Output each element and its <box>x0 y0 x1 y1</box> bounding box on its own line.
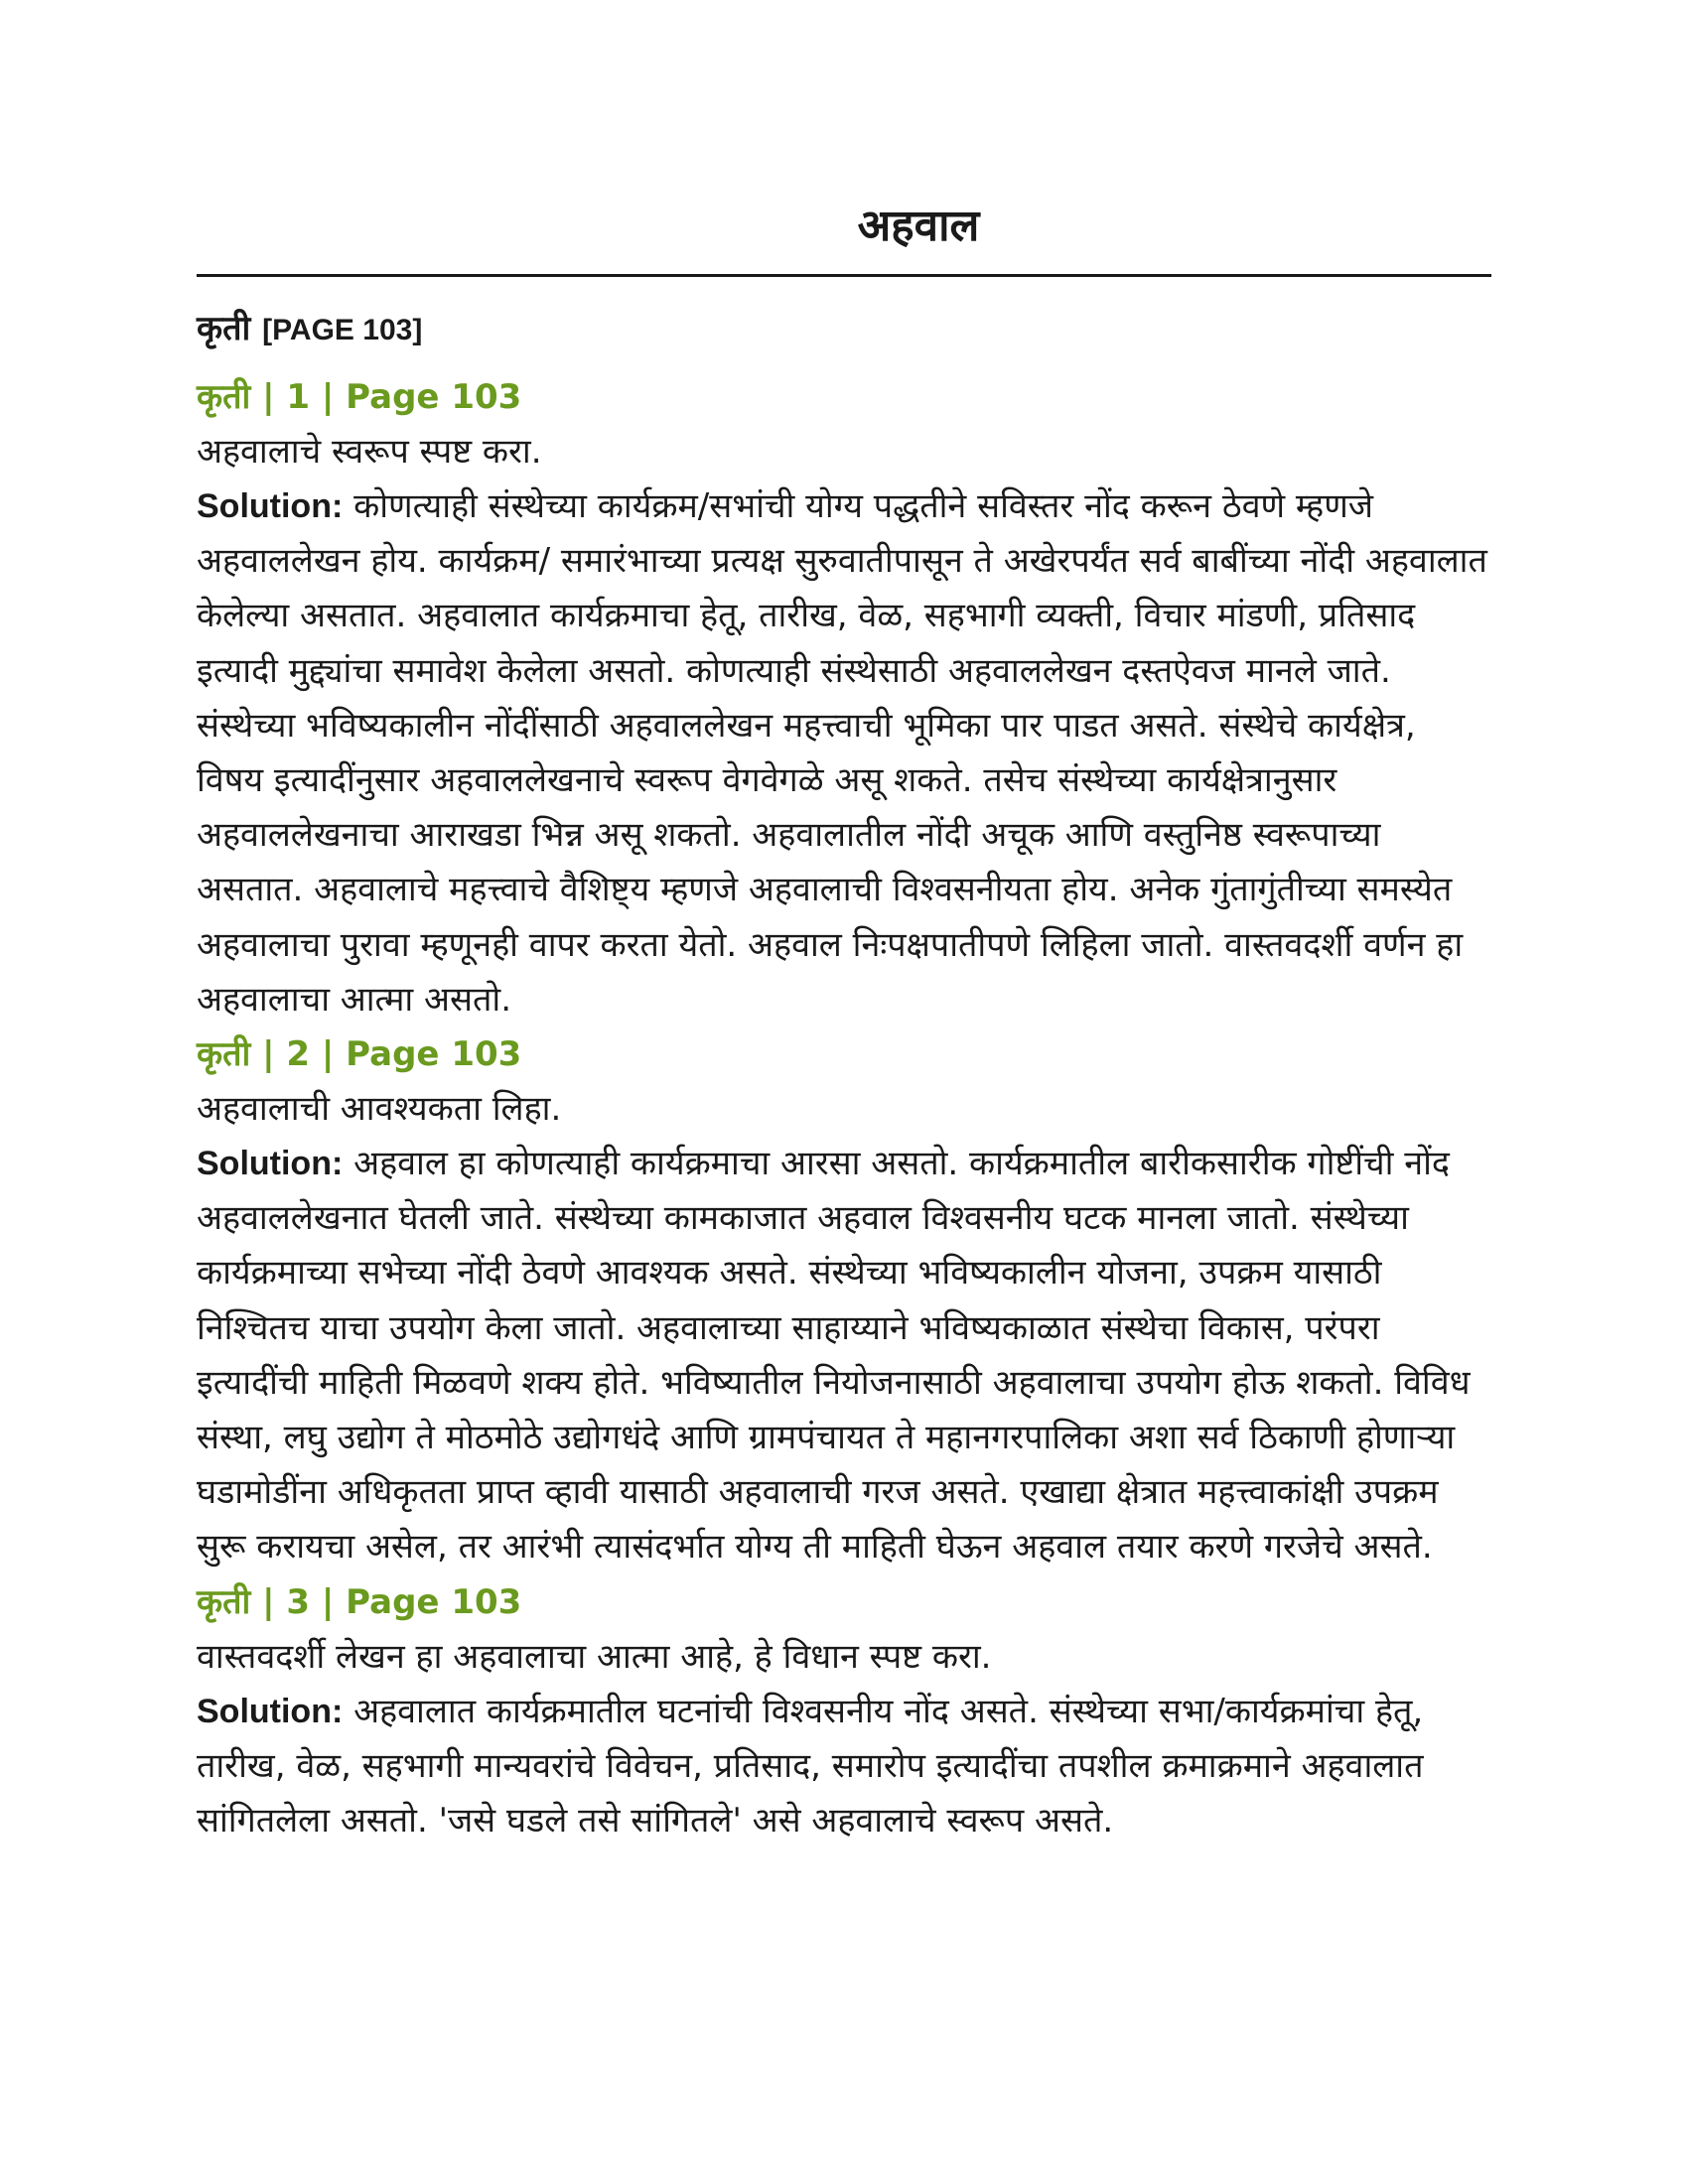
solution-text: अहवाल हा कोणत्याही कार्यक्रमाचा आरसा असतो. कार्यक्रमातील बारीकसारीक गोष्टींची नोंद अहवाललेखनात घेतली जाते. संस्थेच्या कामकाजात अहवाल विश्वसनीय घटक मानला जातो. संस्थेच्या कार्यक्रमाच्या सभेच्या नोंदी ठेवणे आवश्यक असते. संस्थेच्या भविष्यकालीन योजना, उपक्रम यासाठी निश्चितच याचा उपयोग केला जातो. अहवालाच्या साहाय्याने भविष्यकाळात संस्थेचा विकास, परंपरा इत्यादींची माहिती मिळवणे शक्य होते. भविष्यातील नियोजनासाठी अहवालाचा उपयोग होऊ शकतो. विविध संस्था, लघु उद्योग ते मोठमोठे उद्योगधंदे आणि ग्रामपंचायत ते महानगरपालिका अशा सर्व ठिकाणी होणाऱ्या घडामोडींना अधिकृतता प्राप्त व्हावी यासाठी अहवालाची गरज असते. एखाद्या क्षेत्रात महत्त्वाकांक्षी उपक्रम सुरू करायचा असेल, तर आरंभी त्यासंदर्भात योग्य ती माहिती घेऊन अहवाल तयार करणे गरजेचे असते. <box>197 1144 1471 1568</box>
document-title: अहवाल <box>857 201 980 251</box>
solution-label: Solution: <box>197 487 344 525</box>
solution-paragraph <box>197 1137 1491 1575</box>
solution-paragraph <box>197 1685 1491 1849</box>
solution-label: Solution: <box>197 1145 344 1183</box>
question-text: वास्तवदर्शी लेखन हा अहवालाचा आत्मा आहे, हे विधान स्पष्ट करा. <box>197 1636 992 1677</box>
question-heading: कृती | 1 | Page 103 <box>197 377 522 417</box>
solution-paragraph <box>197 479 1491 1027</box>
question-text: अहवालाची आवश्यकता लिहा. <box>197 1089 562 1130</box>
solution-text: अहवालात कार्यक्रमातील घटनांची विश्वसनीय नोंद असते. संस्थेच्या सभा/कार्यक्रमांचा हेतू, तारीख, वेळ, सहभागी मान्यवरांचे विवेचन, प्रतिसाद, समारोप इत्यादींचा तपशील क्रमाक्रमाने अहवालात सांगितलेला असतो. 'जसे घडले तसे सांगितले' असे अहवालाचे स्वरूप असते. <box>197 1691 1424 1842</box>
question-text: अहवालाचे स्वरूप स्पष्ट करा. <box>197 432 542 472</box>
section-heading-label: कृती <box>197 309 251 348</box>
question-heading: कृती | 2 | Page 103 <box>197 1034 522 1075</box>
question-block-3 <box>197 1575 1491 1849</box>
question-block-2 <box>197 1027 1491 1575</box>
question-heading: कृती | 3 | Page 103 <box>197 1581 522 1622</box>
section-page-ref: [PAGE 103] <box>262 314 423 346</box>
section-heading <box>197 303 1491 356</box>
solution-text: कोणत्याही संस्थेच्या कार्यक्रम/सभांची योग्य पद्धतीने सविस्तर नोंद करून ठेवणे म्हणजे अहवाललेखन होय. कार्यक्रम/ समारंभाच्या प्रत्यक्ष सुरुवातीपासून ते अखेरपर्यंत सर्व बाबींच्या नोंदी अहवालात केलेल्या असतात. अहवालात कार्यक्रमाचा हेतू, तारीख, वेळ, सहभागी व्यक्ती, विचार मांडणी, प्रतिसाद इत्यादी मुद्द्यांचा समावेश केलेला असतो. कोणत्याही संस्थेसाठी अहवाललेखन दस्तऐवज मानले जाते. संस्थेच्या भविष्यकालीन नोंदींसाठी अहवाललेखन महत्त्वाची भूमिका पार पाडत असते. संस्थेचे कार्यक्षेत्र, विषय इत्यादींनुसार अहवाललेखनाचे स्वरूप वेगवेगळे असू शकते. तसेच संस्थेच्या कार्यक्षेत्रानुसार अहवाललेखनाचा आराखडा भिन्न असू शकतो. अहवालातील नोंदी अचूक आणि वस्तुनिष्ठ स्वरूपाच्या असतात. अहवालाचे महत्त्वाचे वैशिष्ट्य म्हणजे अहवालाची विश्वसनीयता होय. अनेक गुंतागुंतीच्या समस्येत अहवालाचा पुरावा म्हणूनही वापर करता येतो. अहवाल निःपक्षपातीपणे लिहिला जातो. वास्तवदर्शी वर्णन हा अहवालाचा आत्मा असतो. <box>197 486 1487 1020</box>
solution-label: Solution: <box>197 1692 344 1730</box>
question-block-1 <box>197 370 1491 1027</box>
title-divider <box>197 274 1491 277</box>
